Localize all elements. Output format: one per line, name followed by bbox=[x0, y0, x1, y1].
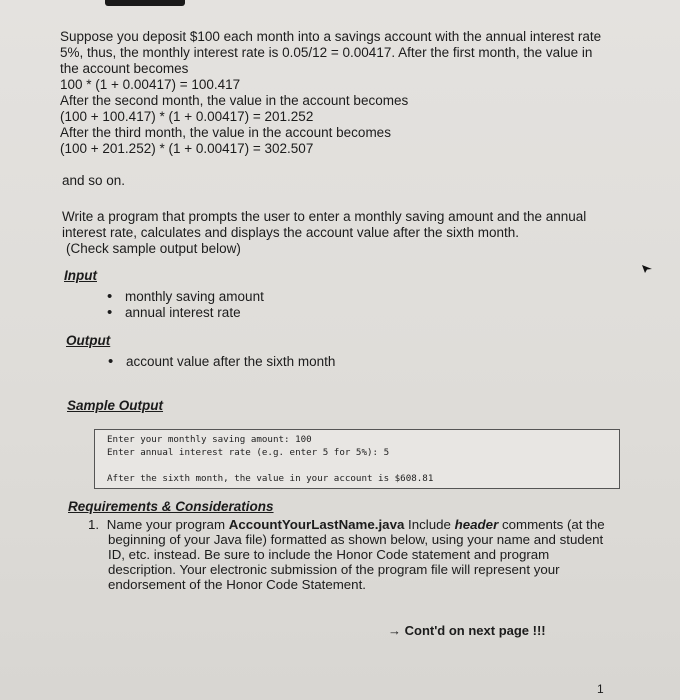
requirement-text-mid: Include bbox=[404, 517, 455, 532]
sample-line-3: After the sixth month, the value in your account is $608.81 bbox=[107, 473, 434, 484]
sample-line-1: Enter your monthly saving amount: 100 bbox=[107, 434, 312, 445]
sample-output-box bbox=[94, 429, 620, 489]
output-bullet-1 bbox=[108, 353, 335, 370]
cropped-title-strip bbox=[105, 0, 185, 6]
page-number: 1 bbox=[597, 682, 604, 696]
input-heading: Input bbox=[64, 268, 97, 283]
bullet-dot: • bbox=[108, 353, 114, 370]
input-item-1: monthly saving amount bbox=[125, 289, 264, 304]
intro-line-2: 5%, thus, the monthly interest rate is 0.05/12 = 0.00417. After the first month, the value in bbox=[60, 45, 593, 60]
requirement-text-pre: Name your program bbox=[106, 517, 229, 532]
intro-line-4: 100 * (1 + 0.00417) = 100.417 bbox=[60, 77, 241, 92]
intro-line-5: After the second month, the value in the account becomes bbox=[60, 93, 409, 108]
intro-line-8: (100 + 201.252) * (1 + 0.00417) = 302.507 bbox=[60, 141, 314, 156]
input-item-2: annual interest rate bbox=[125, 305, 241, 320]
cursor-arrow-icon bbox=[641, 262, 653, 274]
requirement-1-line-4: description. Your electronic submission of the program file will represent your bbox=[108, 562, 560, 577]
requirement-1-line-5: endorsement of the Honor Code Statement. bbox=[108, 577, 366, 592]
output-heading: Output bbox=[66, 333, 111, 348]
sample-output-heading: Sample Output bbox=[67, 398, 164, 413]
output-item-1: account value after the sixth month bbox=[126, 354, 336, 369]
intro-line-3: the account becomes bbox=[60, 61, 189, 76]
requirement-number: 1. bbox=[88, 517, 100, 532]
intro-line-7: After the third month, the value in the account becomes bbox=[60, 125, 391, 140]
filename: AccountYourLastName.java bbox=[228, 517, 405, 532]
intro-line-1: Suppose you deposit $100 each month into a savings account with the annual interest rate bbox=[60, 29, 602, 44]
requirement-1-first-line bbox=[88, 517, 605, 532]
task-line-2: interest rate, calculates and displays the account value after the sixth month. bbox=[62, 225, 520, 240]
requirement-1-line-2: beginning of your Java file) formatted as shown below, using your name and student bbox=[108, 532, 604, 547]
requirement-1-line-3: ID, etc. instead. Be sure to include the Honor Code statement and program bbox=[108, 547, 550, 562]
sample-line-2: Enter annual interest rate (e.g. enter 5 for 5%): 5 bbox=[107, 447, 390, 458]
input-bullet-1 bbox=[107, 288, 264, 305]
input-bullet-2 bbox=[107, 304, 241, 321]
bullet-dot: • bbox=[107, 288, 113, 305]
requirement-text-post: comments (at the bbox=[498, 517, 605, 532]
continued-note: → Cont'd on next page !!! bbox=[388, 623, 546, 638]
and-so-on: and so on. bbox=[62, 173, 126, 188]
intro-line-6: (100 + 100.417) * (1 + 0.00417) = 201.252 bbox=[60, 109, 314, 124]
task-line-3: (Check sample output below) bbox=[66, 241, 241, 256]
task-line-1: Write a program that prompts the user to enter a monthly saving amount and the annual bbox=[62, 209, 587, 224]
requirements-heading: Requirements & Considerations bbox=[68, 499, 274, 514]
bullet-dot: • bbox=[107, 304, 113, 321]
header-word: header bbox=[454, 517, 499, 532]
